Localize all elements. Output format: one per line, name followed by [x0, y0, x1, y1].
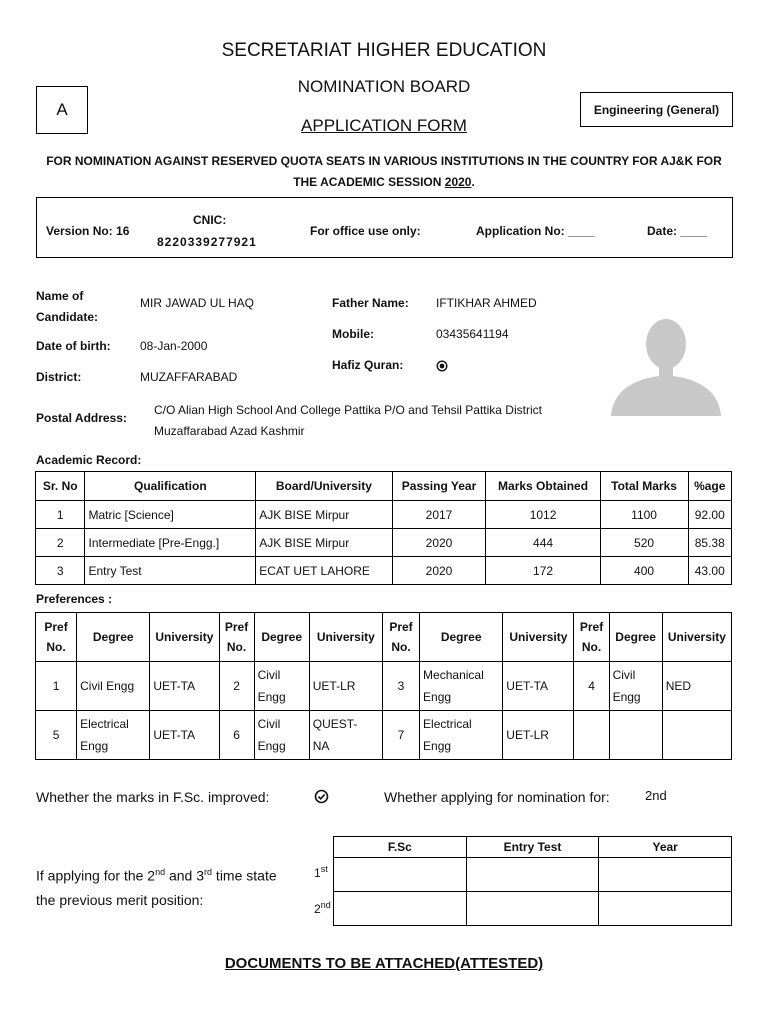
pref-university — [309, 711, 382, 760]
name-label — [36, 286, 98, 328]
cell-passing-year: 2017 — [392, 501, 486, 529]
pref-degree-line2: Engg — [80, 739, 109, 753]
col-marks-obtained: Marks Obtained — [486, 472, 600, 501]
form-subtitle — [40, 151, 728, 193]
cell-marks-obtained: 172 — [486, 557, 600, 585]
cell-marks-obtained: 444 — [486, 529, 600, 557]
documents-title: DOCUMENTS TO BE ATTACHED(ATTESTED) — [224, 955, 544, 972]
nomination-value — [645, 788, 667, 803]
merit-row2-num: 2 — [314, 902, 321, 916]
page-title: SECRETARIAT HIGHER EDUCATION — [221, 40, 547, 61]
merit-row1-sup: st — [320, 864, 328, 874]
col-passing-year: Passing Year — [392, 472, 486, 501]
pref-empty-cell — [574, 711, 609, 760]
merit-row2-sup: nd — [320, 900, 331, 910]
col-percentage: %age — [688, 472, 732, 501]
postal-address-line2: Muzaffarabad Azad Kashmir — [154, 424, 305, 438]
form-code-box: A — [36, 86, 88, 134]
nomination-suffix: nd — [652, 788, 667, 803]
cell-sr-no: 1 — [36, 501, 85, 529]
no-label: No. — [581, 640, 602, 654]
radio-selected-icon — [436, 359, 448, 377]
table-row — [36, 529, 732, 557]
col-board: Board/University — [256, 472, 392, 501]
col-degree: Degree — [254, 613, 309, 662]
merit-row2-label — [314, 900, 331, 916]
office-info-box — [36, 197, 733, 258]
pref-degree — [420, 662, 503, 711]
version-number: Version No: 16 — [46, 224, 130, 238]
pref-degree — [420, 711, 503, 760]
cnic-value: 8220339277921 — [157, 235, 257, 249]
pref-degree-line1: Civil — [612, 668, 636, 682]
pref-label: Pref — [44, 620, 68, 634]
cell-sr-no: 2 — [36, 529, 85, 557]
cell-total-marks: 400 — [600, 557, 688, 585]
table-row — [36, 557, 732, 585]
merit-position-line1 — [36, 860, 277, 888]
merit-position-table — [333, 836, 732, 926]
merit-year-1st[interactable] — [599, 858, 732, 892]
pref-degree-line1: Civil — [257, 668, 281, 682]
pref-degree-line2: Engg — [612, 690, 641, 704]
merit-entry-test-2nd[interactable] — [466, 892, 599, 926]
nomination-number: 2 — [645, 788, 653, 803]
office-use-label: For office use only: — [310, 224, 421, 238]
col-pref-no — [574, 613, 609, 662]
preferences-table — [35, 612, 732, 760]
cell-passing-year: 2020 — [392, 529, 486, 557]
col-entry-test: Entry Test — [466, 837, 599, 858]
col-degree: Degree — [77, 613, 150, 662]
pref-university: NED — [662, 662, 731, 711]
pref-number: 1 — [36, 662, 77, 711]
pref-label: Pref — [579, 620, 604, 634]
col-university: University — [503, 613, 574, 662]
cell-passing-year: 2020 — [392, 557, 486, 585]
cell-board: AJK BISE Mirpur — [256, 529, 392, 557]
merit-position-text — [36, 860, 277, 912]
pref-empty-cell — [662, 711, 731, 760]
merit-fsc-1st[interactable] — [334, 858, 467, 892]
pref-degree-line2: Engg — [257, 690, 286, 704]
name-label-line1: Name of — [36, 289, 84, 303]
pref-degree — [254, 711, 309, 760]
pref-degree-line1: Electrical — [80, 717, 129, 731]
merit-sup-b: rd — [204, 867, 213, 877]
cell-board: AJK BISE Mirpur — [256, 501, 392, 529]
avatar-placeholder-icon — [601, 306, 731, 416]
subtitle-end: . — [471, 175, 475, 189]
candidate-name: MIR JAWAD UL HAQ — [140, 296, 255, 310]
pref-degree — [77, 711, 150, 760]
mobile-label: Mobile: — [332, 327, 374, 341]
pref-empty-cell — [609, 711, 662, 760]
cell-percentage: 92.00 — [688, 501, 732, 529]
district: MUZAFFARABAD — [140, 370, 238, 384]
no-label: No. — [391, 640, 411, 654]
cell-qualification: Matric [Science] — [85, 501, 256, 529]
form-title: APPLICATION FORM — [301, 116, 467, 135]
table-row — [334, 892, 732, 926]
application-number: Application No: ____ — [476, 224, 595, 238]
hafiz-quran-label: Hafiz Quran: — [332, 358, 404, 372]
pref-label: Pref — [389, 620, 413, 634]
district-label: District: — [36, 370, 82, 384]
merit-row1-num: 1 — [314, 866, 321, 880]
pref-university: UET-TA — [150, 662, 219, 711]
pref-university: UET-TA — [150, 711, 219, 760]
table-header-row — [36, 613, 732, 662]
session-year: 2020 — [444, 175, 472, 189]
pref-university-line2: NA — [312, 739, 330, 753]
pref-university: UET-LR — [309, 662, 382, 711]
cell-qualification: Entry Test — [85, 557, 256, 585]
no-label: No. — [226, 640, 247, 654]
merit-text-b: and 3 — [165, 867, 205, 884]
check-circle-icon — [314, 789, 329, 809]
cell-total-marks: 520 — [600, 529, 688, 557]
pref-number: 7 — [382, 711, 419, 760]
father-name-label: Father Name: — [332, 296, 409, 310]
application-date: Date: ____ — [647, 224, 708, 238]
academic-record-table — [35, 471, 732, 585]
pref-university: UET-TA — [503, 662, 574, 711]
pref-number: 4 — [574, 662, 609, 711]
merit-sup-a: nd — [155, 867, 166, 877]
merit-text-c: time state — [212, 867, 277, 884]
col-total-marks: Total Marks — [600, 472, 688, 501]
pref-university: UET-LR — [503, 711, 574, 760]
col-qualification: Qualification — [85, 472, 256, 501]
cell-sr-no: 3 — [36, 557, 85, 585]
col-university: University — [150, 613, 219, 662]
merit-position-line2: the previous merit position: — [36, 891, 204, 908]
col-degree: Degree — [609, 613, 662, 662]
board-title: NOMINATION BOARD — [297, 77, 471, 96]
pref-degree — [609, 662, 662, 711]
merit-entry-test-1st[interactable] — [466, 858, 599, 892]
pref-number: 3 — [382, 662, 419, 711]
col-pref-no — [382, 613, 419, 662]
pref-degree: Civil Engg — [77, 662, 150, 711]
nomination-label: Whether applying for nomination for: — [384, 789, 610, 805]
col-university: University — [309, 613, 382, 662]
col-sr-no: Sr. No — [36, 472, 85, 501]
postal-address-line1: C/O Alian High School And College Pattika P/O and Tehsil Pattika District — [154, 403, 542, 417]
name-label-line2: Candidate: — [36, 310, 99, 324]
pref-degree-line2: Engg — [257, 739, 286, 753]
pref-university-line1: QUEST- — [312, 717, 358, 731]
pref-number: 2 — [219, 662, 254, 711]
pref-label: Pref — [224, 620, 249, 634]
pref-degree-line2: Engg — [423, 739, 452, 753]
pref-degree-line1: Mechanical — [423, 668, 484, 682]
postal-address — [154, 400, 542, 442]
date-of-birth: 08-Jan-2000 — [140, 339, 208, 353]
mobile-number: 03435641194 — [436, 327, 509, 341]
academic-record-label: Academic Record: — [36, 453, 142, 467]
preferences-label: Preferences : — [36, 592, 113, 606]
table-row — [36, 711, 732, 760]
col-pref-no — [219, 613, 254, 662]
col-degree: Degree — [420, 613, 503, 662]
table-row — [36, 501, 732, 529]
col-university: University — [662, 613, 731, 662]
table-header-row — [36, 472, 732, 501]
pref-number: 5 — [36, 711, 77, 760]
col-fsc: F.Sc — [334, 837, 467, 858]
merit-text-a: If applying for the 2 — [36, 867, 156, 884]
dob-label: Date of birth: — [36, 339, 111, 353]
table-row — [36, 662, 732, 711]
table-header-row — [334, 837, 732, 858]
cnic-label: CNIC: — [193, 213, 227, 227]
subtitle-text: FOR NOMINATION AGAINST RESERVED QUOTA SEATS IN VARIOUS INSTITUTIONS IN THE COUNTRY FOR AJ&K FOR THE ACADEMIC SESSION — [46, 154, 722, 189]
cell-marks-obtained: 1012 — [486, 501, 600, 529]
table-row — [334, 858, 732, 892]
category-box: Engineering (General) — [580, 92, 733, 127]
postal-address-label: Postal Address: — [36, 411, 127, 425]
merit-row1-label — [314, 864, 328, 880]
no-label: No. — [46, 640, 66, 654]
cell-total-marks: 1100 — [600, 501, 688, 529]
cell-board: ECAT UET LAHORE — [256, 557, 392, 585]
father-name: IFTIKHAR AHMED — [436, 296, 537, 310]
cell-percentage: 43.00 — [688, 557, 732, 585]
col-pref-no — [36, 613, 77, 662]
pref-degree-line1: Electrical — [423, 717, 472, 731]
fsc-improved-label: Whether the marks in F.Sc. improved: — [36, 789, 270, 805]
merit-fsc-2nd[interactable] — [334, 892, 467, 926]
pref-number: 6 — [219, 711, 254, 760]
cell-qualification: Intermediate [Pre-Engg.] — [85, 529, 256, 557]
pref-degree — [254, 662, 309, 711]
pref-degree-line1: Civil — [257, 717, 281, 731]
merit-year-2nd[interactable] — [599, 892, 732, 926]
col-year: Year — [599, 837, 732, 858]
cell-percentage: 85.38 — [688, 529, 732, 557]
pref-degree-line2: Engg — [423, 690, 452, 704]
